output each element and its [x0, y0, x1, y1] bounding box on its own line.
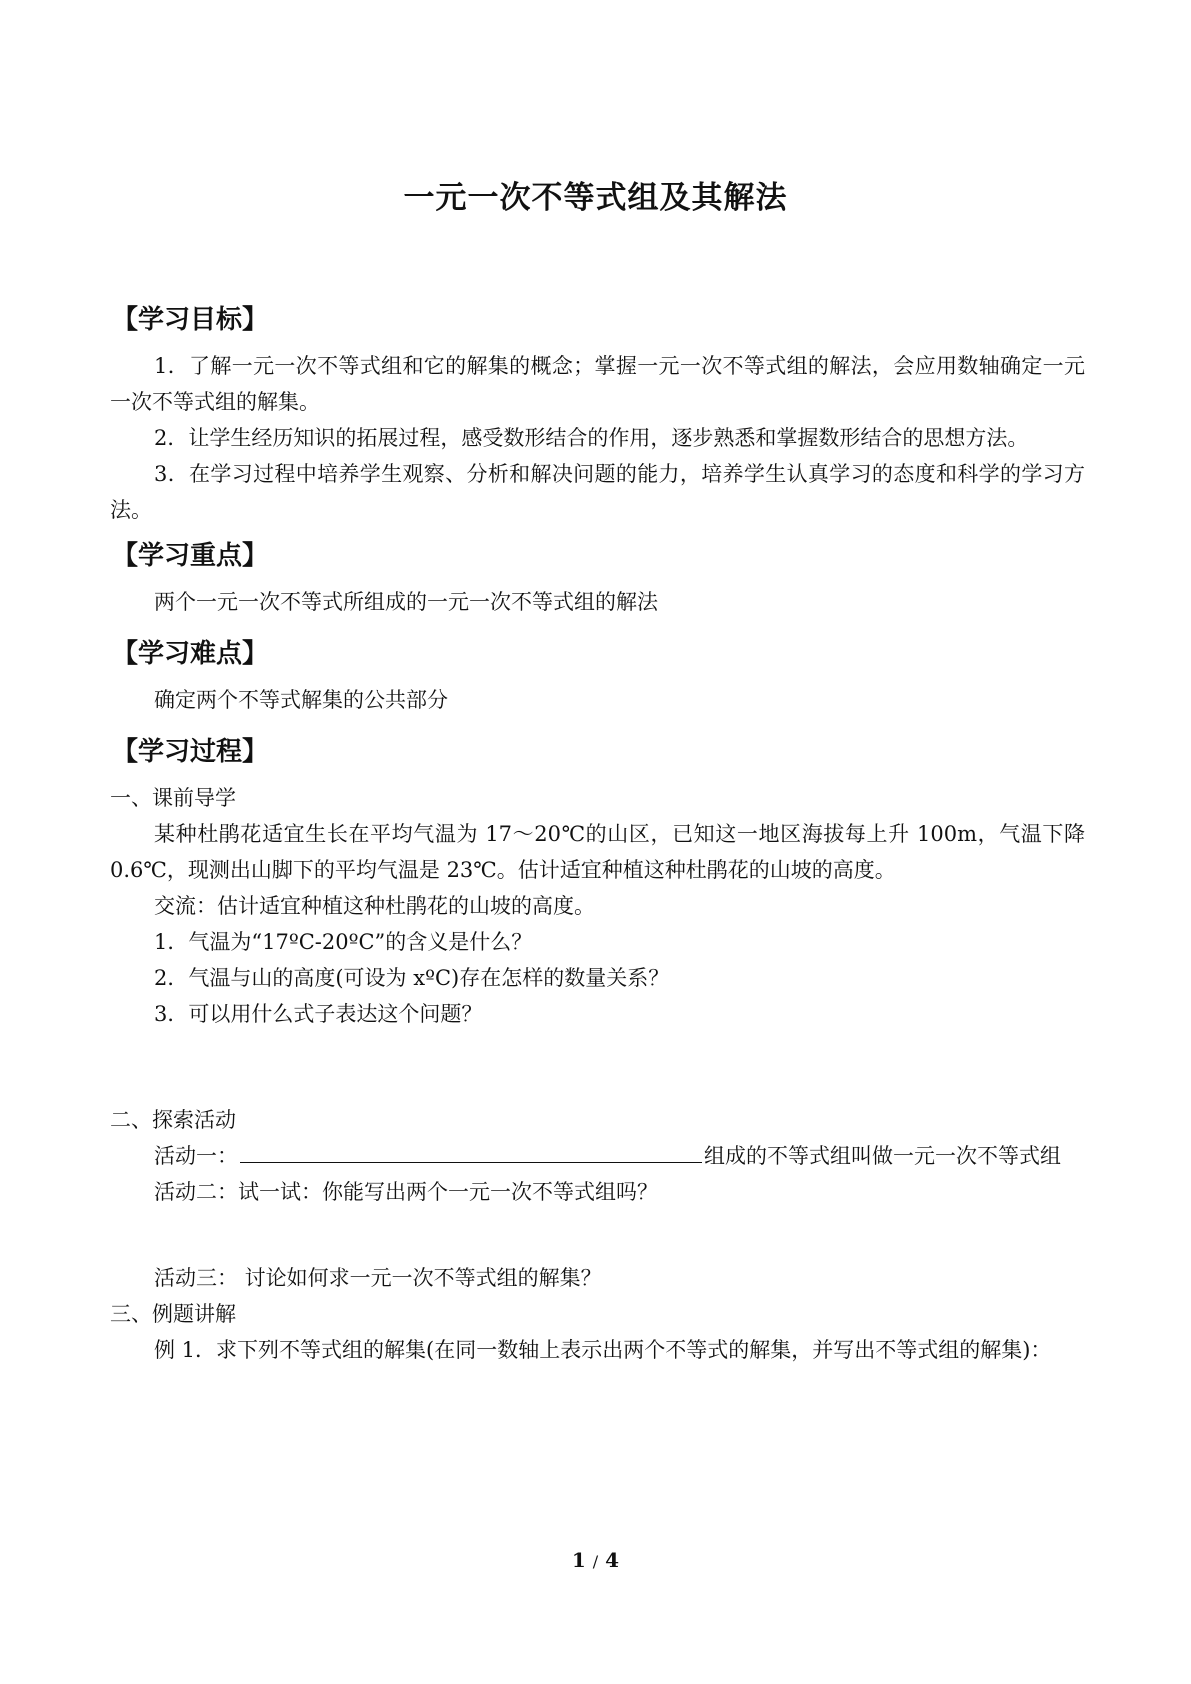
objective-item: 1．了解一元一次不等式组和它的解集的概念；掌握一元一次不等式组的解法，会应用数轴确定一元一次不等式组的解集。 [110, 354, 1085, 414]
activity2: 活动二：试一试：你能写出两个一元一次不等式组吗？ [154, 1180, 658, 1204]
part1-label: 一、课前导学 [110, 786, 236, 810]
example1: 例 1．求下列不等式组的解集(在同一数轴上表示出两个不等式的解集，并写出不等式组的解集)： [154, 1338, 1052, 1362]
objective-item: 3．在学习过程中培养学生观察、分析和解决问题的能力，培养学生认真学习的态度和科学的学习方法。 [110, 462, 1085, 522]
objective-item: 2．让学生经历知识的拓展过程，感受数形结合的作用，逐步熟悉和掌握数形结合的思想方法。 [154, 426, 1029, 450]
activity1-suffix: 组成的不等式组叫做一元一次不等式组 [704, 1144, 1061, 1168]
key-points-text: 两个一元一次不等式所组成的一元一次不等式组的解法 [154, 590, 658, 614]
page-separator: / [592, 1552, 599, 1571]
part3-label: 三、例题讲解 [110, 1302, 236, 1326]
difficulties-text: 确定两个不等式解集的公共部分 [154, 688, 448, 712]
activity1-prefix: 活动一： [154, 1144, 238, 1168]
part1-question: 2．气温与山的高度(可设为 xºC)存在怎样的数量关系？ [154, 966, 670, 990]
page-number [0, 1548, 1191, 1572]
document-title: 一元一次不等式组及其解法 [403, 180, 788, 216]
total-pages: 4 [605, 1548, 620, 1572]
document-body [110, 300, 1085, 1368]
part2-label: 二、探索活动 [110, 1108, 236, 1132]
difficulties-heading: 【学习难点】 [112, 639, 269, 669]
process-heading: 【学习过程】 [112, 737, 269, 767]
part1-question: 3．可以用什么式子表达这个问题？ [154, 1002, 483, 1026]
part1-question: 1．气温为“17ºC-20ºC”的含义是什么？ [154, 930, 533, 954]
activity1 [110, 1138, 1085, 1174]
part1-exchange: 交流：估计适宜种植这种杜鹃花的山坡的高度。 [154, 894, 595, 918]
current-page: 1 [571, 1548, 586, 1572]
key-points-heading: 【学习重点】 [112, 541, 269, 571]
activity1-blank[interactable] [240, 1140, 702, 1163]
objectives-heading: 【学习目标】 [112, 305, 269, 335]
part1-problem: 某种杜鹃花适宜生长在平均气温为 17～20℃的山区，已知这一地区海拔每上升 100m，气温下降 0.6℃，现测出山脚下的平均气温是 23℃。估计适宜种植这种杜鹃花的山坡的高度。 [110, 822, 1085, 882]
activity3: 活动三： 讨论如何求一元一次不等式组的解集？ [154, 1266, 602, 1290]
